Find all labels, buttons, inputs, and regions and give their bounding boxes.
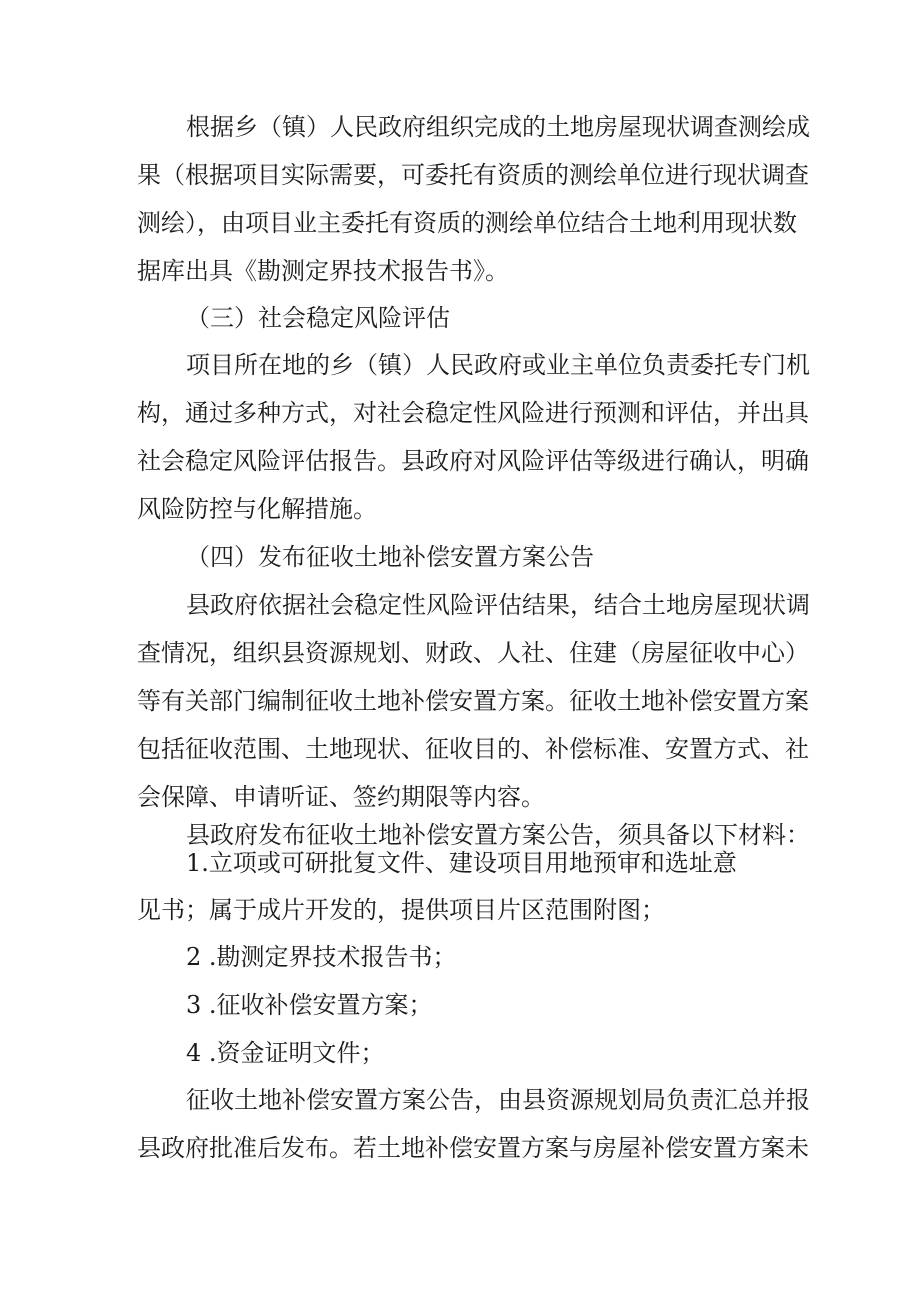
para5-line1: 征收土地补偿安置方案公告，由县资源规划局负责汇总并报 [186, 1086, 810, 1114]
list-item-4: 4 .资金证明文件； [186, 1039, 385, 1067]
para3-line2: 查情况，组织县资源规划、财政、人社、住建（房屋征收中心） [137, 639, 809, 667]
section-heading-3: （三）社会稳定风险评估 [186, 304, 450, 332]
para3-line5: 会保障、申请听证、签约期限等内容。 [137, 783, 545, 811]
para3-line4: 包括征收范围、土地现状、征收目的、补偿标准、安置方式、社 [137, 735, 809, 763]
para2-line3: 社会稳定风险评估报告。县政府对风险评估等级进行确认，明确 [137, 447, 809, 475]
para1-line3: 测绘），由项目业主委托有资质的测绘单位结合土地利用现状数 [137, 209, 797, 237]
para4-line3: 见书；属于成片开发的，提供项目片区范围附图； [137, 896, 665, 924]
section-heading-4: （四）发布征收土地补偿安置方案公告 [186, 543, 594, 571]
para1-line2: 果（根据项目实际需要，可委托有资质的测绘单位进行现状调查 [137, 161, 809, 189]
para2-line2: 构，通过多种方式，对社会稳定性风险进行预测和评估，并出具 [137, 399, 809, 427]
list-item-3: 3 .征收补偿安置方案； [186, 991, 433, 1019]
para5-line2: 县政府批准后发布。若土地补偿安置方案与房屋补偿安置方案未 [137, 1134, 809, 1162]
para3-line1: 县政府依据社会稳定性风险评估结果，结合土地房屋现状调 [186, 591, 810, 619]
para2-line1: 项目所在地的乡（镇）人民政府或业主单位负责委托专门机 [186, 351, 810, 379]
para1-line1: 根据乡（镇）人民政府组织完成的土地房屋现状调查测绘成 [186, 113, 810, 141]
para1-line4: 据库出具《勘测定界技术报告书》。 [137, 257, 509, 285]
para4-line1: 县政府发布征收土地补偿安置方案公告，须具备以下材料： [186, 821, 810, 849]
para4-line2: 1.立项或可研批复文件、建设项目用地预审和选址意 [186, 849, 737, 877]
para2-line4: 风险防控与化解措施。 [137, 495, 377, 523]
list-item-2: 2 .勘测定界技术报告书； [186, 943, 457, 971]
para3-line3: 等有关部门编制征收土地补偿安置方案。征收土地补偿安置方案 [137, 687, 809, 715]
